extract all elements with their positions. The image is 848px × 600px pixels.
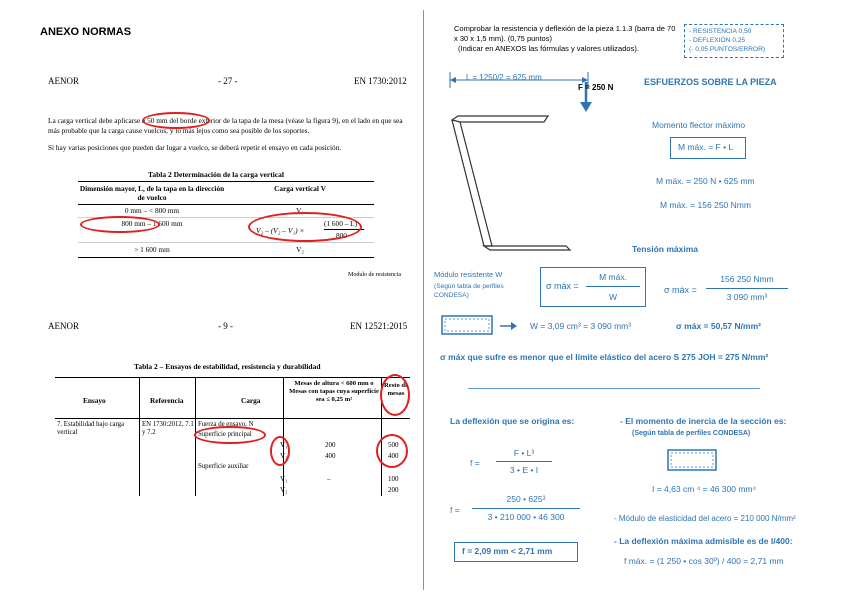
sigma-num: M máx.: [599, 272, 627, 282]
doc1-footnote: Modulo de resistencia: [348, 272, 401, 278]
annotation-ring-500-400: [376, 434, 408, 468]
f-den: 3 • E • I: [509, 465, 539, 475]
doc1-row3-range: > 1 600 mm: [134, 245, 170, 254]
doc2-h-ensayo: Ensayo: [83, 396, 106, 405]
doc1-para1: La carga vertical debe aplicarse a 50 mm del borde exterior de la tapa de la mesa (véase la figura 9), en el lado en que sea más probable que la carga cause vuelcos, y lo más lejos como sea posible de los soportes.: [48, 116, 403, 135]
doc1-formula-den: 800: [336, 231, 347, 240]
doc1-para2: Si hay varias posiciones que pueden dar lugar a vuelco, se deberá repetir el ensayo en cada posición.: [48, 143, 342, 152]
beam-base: [484, 246, 570, 250]
doc2-table-title: Tabla 2 – Ensayos de estabilidad, resistencia y durabilidad: [134, 362, 321, 371]
doc2-ensayo: 7. Estabilidad bajo carga vertical: [57, 421, 125, 436]
sigma-left: σ máx =: [546, 281, 579, 291]
sigma-den: W: [608, 292, 618, 302]
doc2-carga3: Superficie auxiliar: [198, 463, 249, 470]
doc2-row3-v: V₁: [280, 475, 288, 483]
profile-section-w: [438, 312, 498, 342]
section-title: ESFUERZOS SOBRE LA PIEZA: [644, 77, 777, 87]
annotation-ring-v1v2: [270, 436, 290, 466]
doc1-col1-header: Dimensión mayor, L, de la tapa en la dirección de vuelco: [79, 184, 225, 202]
conclusion: σ máx que sufre es menor que el límite elástico del acero S 275 JOH = 275 N/mm²: [440, 352, 769, 362]
sigma2-left: σ máx =: [664, 285, 697, 295]
doc2-referencia: EN 1730:2012, 7.1 y 7.2: [142, 421, 194, 436]
doc2-row1-r: 500: [388, 441, 399, 449]
f2-den: 3 • 210 000 • 46 300: [487, 512, 565, 522]
sigma2-den: 3 090 mm³: [726, 292, 768, 302]
doc1-org: AENOR: [48, 76, 79, 86]
doc2-code: EN 12521:2015: [350, 321, 408, 331]
doc2-row3-r: 100: [388, 475, 399, 483]
moment-title: Momento flector máximo: [652, 120, 746, 130]
doc1-row3-load: V₂: [296, 245, 304, 254]
inercia-sub: (Según tabla de perfiles CONDESA): [632, 430, 751, 437]
profile-section-i: [664, 446, 722, 476]
doc2-org: AENOR: [48, 321, 79, 331]
doc2-carga2: Superficie principal: [198, 431, 252, 438]
page-divider: [423, 10, 424, 590]
doc1-col2-header: Carga vertical V: [274, 184, 326, 193]
beam-leg: [452, 120, 492, 246]
task-text: Comprobar la resistencia y deflexión de la pieza 1.1.3 (barra de 70 x 30 x 1,5 mm). (0,75 puntos): [454, 24, 676, 43]
doc1-code: EN 1730:2012: [354, 76, 407, 86]
sigma2-num: 156 250 Nmm: [720, 274, 774, 284]
moment-formula: M máx. = F • L: [678, 142, 734, 152]
annotation-ring-800-1600: [80, 216, 160, 233]
score-line-1: - RESISTENCIA 0,50: [689, 28, 752, 35]
doc2-row4-v: V₂: [280, 486, 288, 494]
doc2-row2-r: 400: [388, 452, 399, 460]
doc2-row3-m: –: [327, 475, 331, 483]
elastic-modulus: - Módulo de elasticidad del acero = 210 000 N/mm²: [614, 514, 796, 523]
doc2-h-resto: Resto de mesas: [384, 382, 408, 397]
tension-title: Tensión máxima: [632, 244, 698, 254]
horizontal-divider: [468, 388, 760, 389]
f-result: f = 2,09 mm < 2,71 mm: [462, 546, 553, 556]
doc1-formula-main: V₂ – (V₂ – V₁) ×: [256, 226, 305, 235]
sigma-result: σ máx = 50,57 N/mm²: [676, 321, 761, 331]
f-left: f =: [470, 458, 480, 468]
doc2-h-carga: Carga: [241, 396, 261, 405]
beam-diagram: [440, 60, 600, 260]
doc2-row2-m: 400: [325, 452, 336, 460]
f2-left: f =: [450, 505, 460, 515]
moment-result: M máx. = 156 250 Nmm: [660, 200, 751, 210]
admisible-value: f máx. = (1 250 • cos 30º) / 400 = 2,71 mm: [624, 556, 784, 566]
inercia-title: - El momento de inercia de la sección es:: [620, 416, 787, 426]
doc2-carga1: Fuerza de ensayo, N: [198, 421, 254, 428]
doc2-row4-r: 200: [388, 486, 399, 494]
force-label: F = 250 N: [578, 83, 614, 92]
doc1-row1-load: V₁: [296, 206, 304, 215]
doc2-h-ref: Referencia: [150, 396, 184, 405]
score-line-2: - DEFLEXIÓN 0,25: [689, 37, 746, 44]
doc1-table-title: Tabla 2 Determinación de la carga vertical: [148, 170, 284, 179]
length-label: L = 1250/2 = 625 mm: [466, 73, 542, 82]
doc1-row2-range: 800 mm – 1 600 mm: [121, 219, 183, 228]
modulo-label: Módulo resistente W: [434, 270, 503, 279]
moment-calc: M máx. = 250 N • 625 mm: [656, 176, 755, 186]
score-box: [684, 24, 784, 58]
doc1-row1-range: 0 mm – < 800 mm: [124, 206, 180, 215]
annotation-ring-formula: [248, 212, 362, 242]
beam-top: [452, 116, 548, 122]
f2-num: 250 • 625³: [506, 494, 546, 504]
doc2-h-mesas: Mesas de altura < 600 mm o Mesas con tapas cuya superficie sea ≤ 0,25 m²: [289, 380, 379, 403]
doc2-page: - 9 -: [218, 321, 233, 331]
doc2-row1-m: 200: [325, 441, 336, 449]
annotation-ring-50mm: [142, 112, 210, 129]
task-text-2: (Indicar en ANEXOS las fórmulas y valores utilizados).: [458, 44, 639, 53]
score-line-3: (- 0,05 PUNTOS/ERROR): [689, 46, 766, 53]
arrow-icon: [500, 320, 518, 332]
left-heading: ANEXO NORMAS: [40, 26, 132, 38]
doc2-row2-v: V₂: [280, 452, 288, 460]
doc1-page: - 27 -: [218, 76, 238, 86]
f-num: F • L³: [513, 448, 535, 458]
modulo-sub: (Según tabla de perfiles CONDESA): [434, 283, 504, 299]
doc2-row1-v: V₁: [280, 441, 288, 449]
doc1-formula-num: (1 600 – L): [324, 219, 358, 228]
w-value: W = 3,09 cm³ = 3 090 mm³: [530, 321, 632, 331]
annotation-ring-superficie: [194, 426, 266, 444]
admisible-title: - La deflexión máxima admisible es de l/400:: [614, 536, 793, 546]
deflexion-title: La deflexión que se origina es:: [450, 416, 575, 426]
inercia-value: I = 4,63 cm ⁴ = 46 300 mm⁴: [652, 484, 757, 494]
annotation-ring-resto: [380, 374, 410, 416]
